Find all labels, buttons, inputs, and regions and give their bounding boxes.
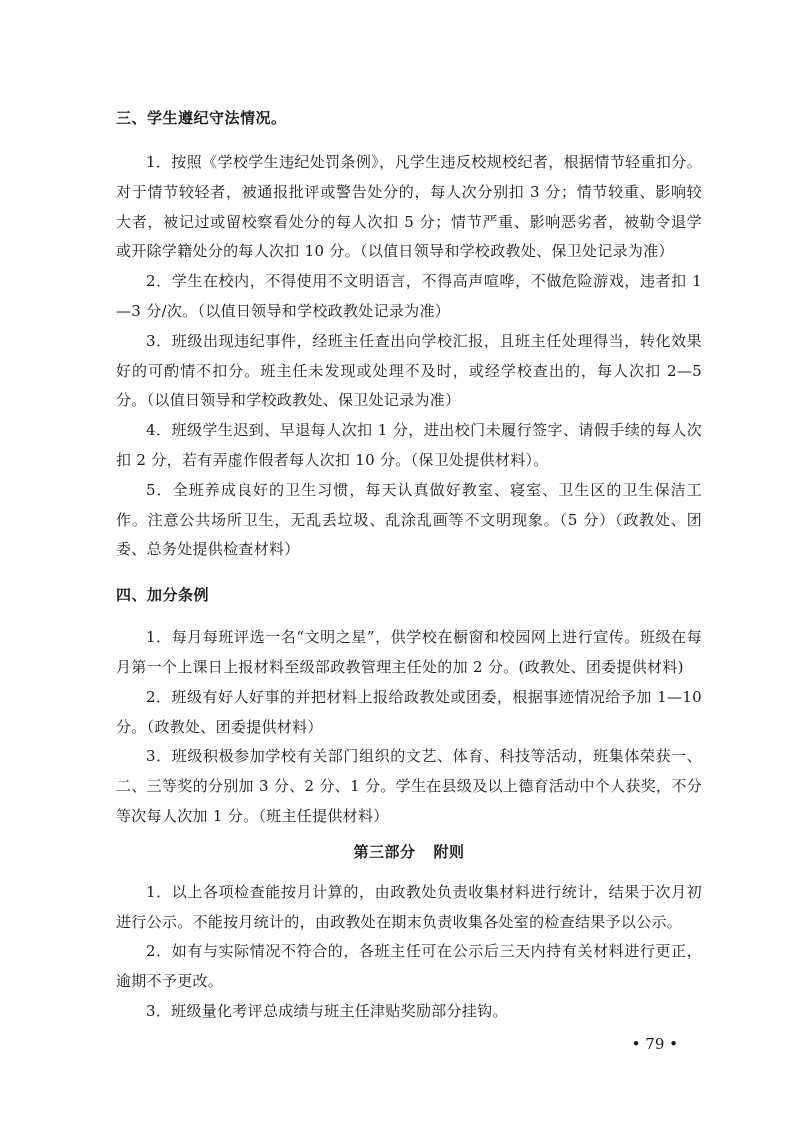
paragraph: 2．班级有好人好事的并把材料上报给政教处或团委，根据事迹情况给予加 1—10 分。（政教处、团委提供材料） [116,687,702,736]
paragraph: 1．以上各项检查能按月计算的，由政教处负责收集材料进行统计，结果于次月初进行公示。不能按月统计的，由政教处在期末负责收集各处室的检查结果予以公示。 [116,882,702,931]
section-heading-bonus: 四、加分条例 [116,586,210,605]
section-heading-discipline: 三、学生遵纪守法情况。 [116,109,287,127]
part-number: 第三部分 [353,842,416,861]
paragraph: 2．如有与实际情况不符合的，各班主任可在公示后三天内持有关材料进行更正，逾期不予更改。 [116,942,702,991]
paragraph: 1．每月每班评选一名“文明之星”，供学校在橱窗和校园网上进行宣传。班级在每月第一个上课日上报材料至级部政教管理主任处的加 2 分。(政教处、团委提供材料) [116,628,702,676]
paragraph: 3．班级积极参加学校有关部门组织的文艺、体育、科技等活动，班集体荣获一、二、三等奖的分别加 3 分、2 分、1 分。学生在县级及以上德育活动中个人获奖，不分等次每人次加 1 分。（班主任提供材料） [116,747,702,825]
paragraph: 5．全班养成良好的卫生习惯，每天认真做好教室、寝室、卫生区的卫生保洁工作。注意公共场所卫生，无乱丢垃圾、乱涂乱画等不文明现象。（5 分）（政教处、团委、总务处提供检查材料） [116,480,702,559]
page-number: • 79 • [631,1035,678,1053]
page-content [116,108,702,1027]
part-heading [116,842,702,862]
paragraph: 1．按照《学校学生违纪处罚条例》，凡学生违反校规校纪者，根据情节轻重扣分。对于情节较轻者，被通报批评或警告处分的，每人次分别扣 3 分；情节较重、影响较大者，被记过或留校察看处分的每人次扣 5 分；情节严重、影响恶劣者，被勒令退学或开除学籍处分的每人次扣 10 分。（以值日领导和学校政教处、保卫处记录为准） [116,153,702,261]
part-title: 附则 [433,842,465,861]
paragraph: 3．班级出现违纪事件，经班主任查出向学校汇报，且班主任处理得当，转化效果好的可酌情不扣分。班主任未发现或处理不及时，或经学校查出的，每人次扣 2—5 分。（以值日领导和学校政教处、保卫处记录为准） [116,331,702,410]
paragraph: 3．班级量化考评总成绩与班主任津贴奖励部分挂钩。 [146,1001,508,1020]
paragraph: 4．班级学生迟到、早退每人次扣 1 分，进出校门未履行签字、请假手续的每人次扣 2 分，若有弄虚作假者每人次扣 10 分。（保卫处提供材料）。 [116,421,702,469]
paragraph: 2．学生在校内，不得使用不文明语言，不得高声喧哗，不做危险游戏，违者扣 1—3 分/次。（以值日领导和学校政教处记录为准） [116,272,702,320]
